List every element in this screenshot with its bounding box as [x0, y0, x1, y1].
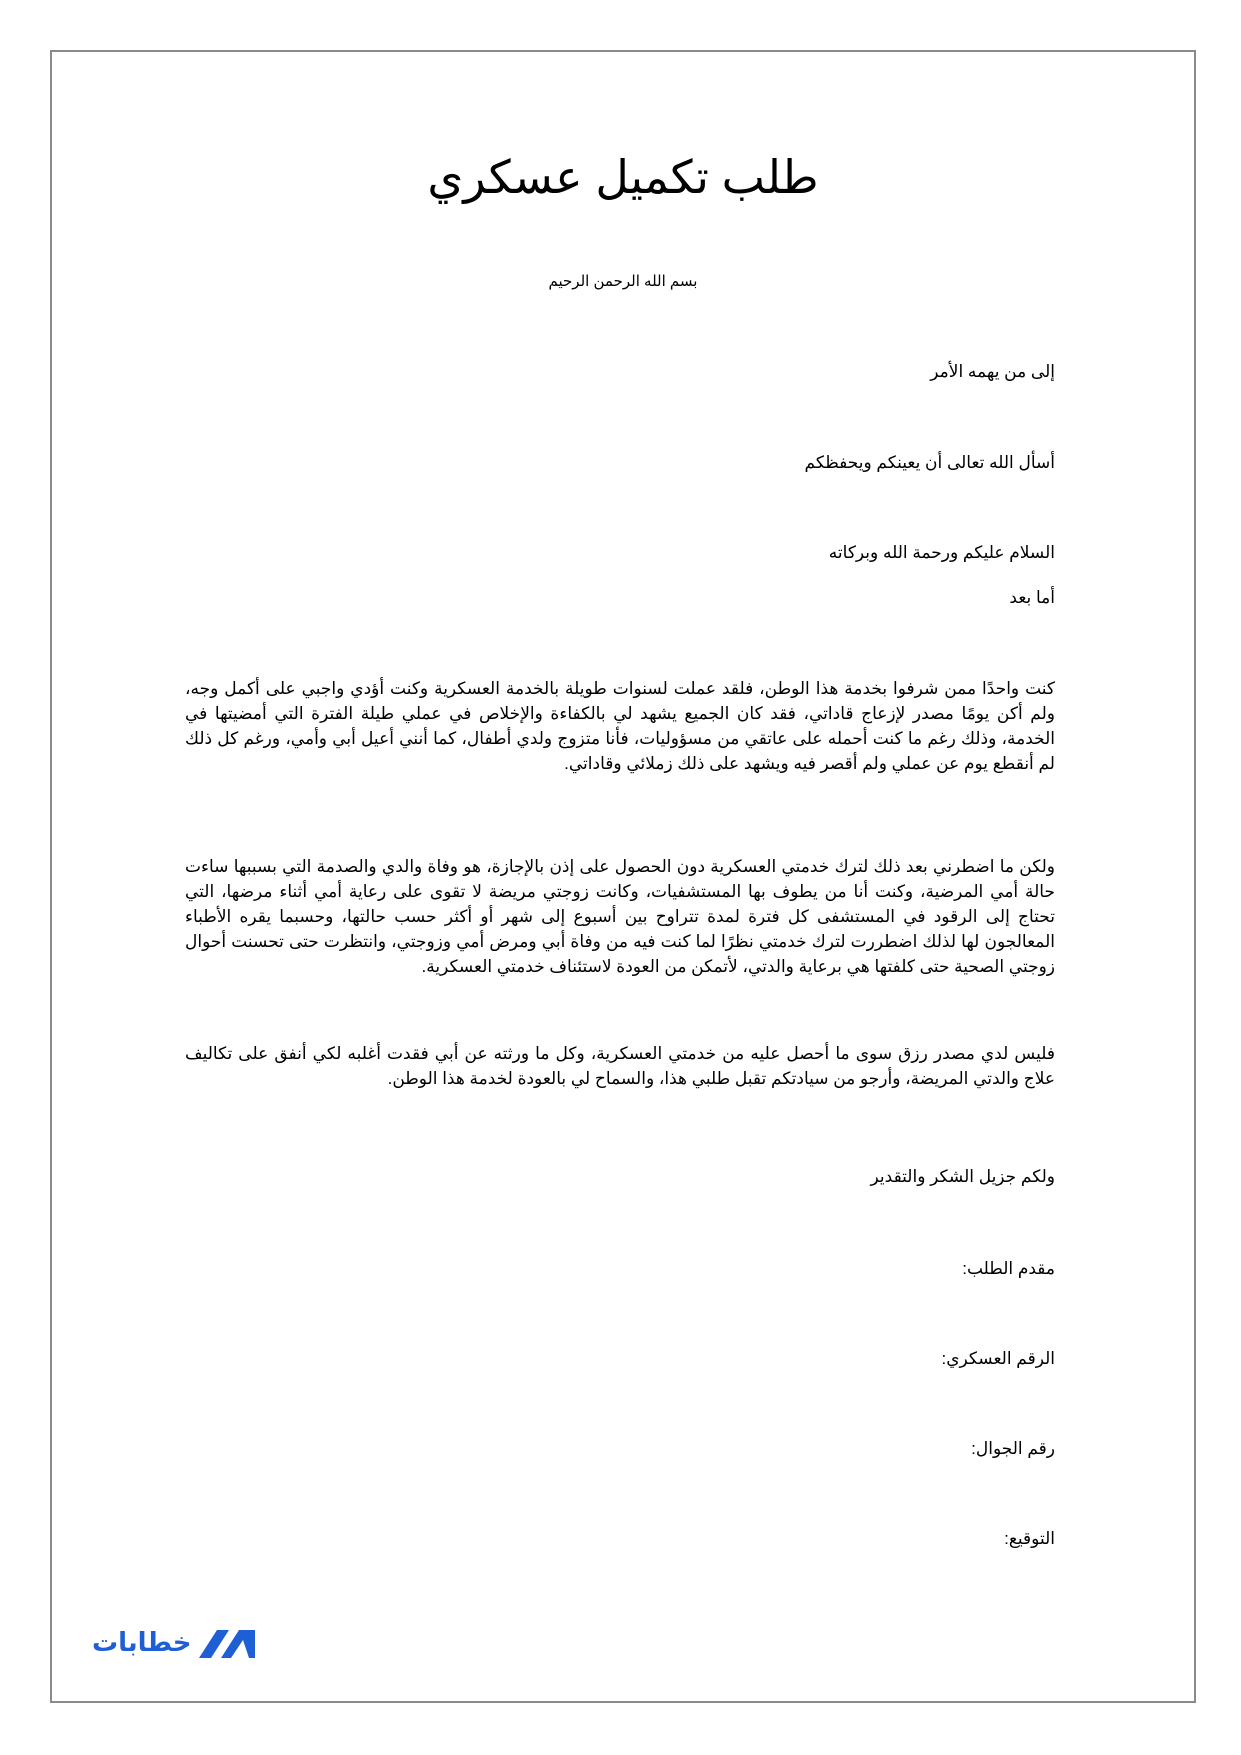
addressee: إلى من يهمه الأمر: [930, 362, 1055, 381]
paragraph-3: فليس لدي مصدر رزق سوى ما أحصل عليه من خدمتي العسكرية، وكل ما ورثته عن أبي فقدت أغلبه لكي أنفق على تكاليف علاج والدتي المريضة، وأرجو من سيادتكم تقبل طلبي هذا، والسماح لي بالعودة لخدمة هذا الوطن.: [185, 1044, 1055, 1088]
signature-field-label: التوقيع:: [1004, 1529, 1055, 1548]
paragraph-2: ولكن ما اضطرني بعد ذلك لترك خدمتي العسكرية دون الحصول على إذن بالإجازة، هو وفاة والدي والصدمة التي بسببها ساءت حالة أمي المرضية، وكنت أنا من يطوف بها المستشفيات، وكانت زوجتي مريضة لا تقوى على رعاية أمي أثناء مرضها، التي تحتاج إلى الرقود في المستشفى كل فترة لمدة تتراوح بين أسبوع إلى شهر أو أكثر حسب حالتها، وحسبما يقره الأطباء المعالجون لها لذلك اضطررت لترك خدمتي نظرًا لما كنت فيه من وفاة أبي ومرض أمي وزوجتي، وانتظرت حتى تحسنت أحوال زوجتي الصحية حتى كلفتها هي برعاية والدتي، لأتمكن من العودة لاستئناف خدمتي العسكرية.: [185, 857, 1055, 976]
paragraph-1: كنت واحدًا ممن شرفوا بخدمة هذا الوطن، فلقد عملت لسنوات طويلة بالخدمة العسكرية وكنت أؤدي واجبي على أكمل وجه، ولم أكن يومًا مصدر لإزعاج قاداتي، فقد كان الجميع يشهد لي بالكفاءة والإخلاص في عملي طيلة الفترة التي أمضيتها في الخدمة، وذلك رغم ما كنت أحمله على عاتقي من مسؤوليات، فأنا متزوج ولدي أطفال، كما أنني أعيل أبي وأمي، ورغم كل ذلك لم أنقطع يوم عن عملي ولم أقصر فيه ويشهد على ذلك زملائي وقاداتي.: [185, 679, 1056, 773]
applicant-field-label: مقدم الطلب:: [962, 1259, 1055, 1278]
mobile-field-label: رقم الجوال:: [971, 1439, 1055, 1458]
greeting-line: السلام عليكم ورحمة الله وبركاته: [828, 543, 1055, 562]
intro-line: أما بعد: [1009, 588, 1055, 607]
prayer-line: أسأل الله تعالى أن يعينكم ويحفظكم: [804, 453, 1055, 472]
military-number-field-label: الرقم العسكري:: [941, 1349, 1055, 1368]
document-title: طلب تكميل عسكري: [427, 151, 819, 203]
basmala: بسم الله الرحمن الرحيم: [548, 273, 698, 290]
brand-logo-text: خطابات: [92, 1628, 192, 1658]
brand-logo: [92, 1625, 257, 1661]
brand-logo-icon: [197, 1626, 257, 1660]
closing-line: ولكم جزيل الشكر والتقدير: [870, 1167, 1055, 1186]
